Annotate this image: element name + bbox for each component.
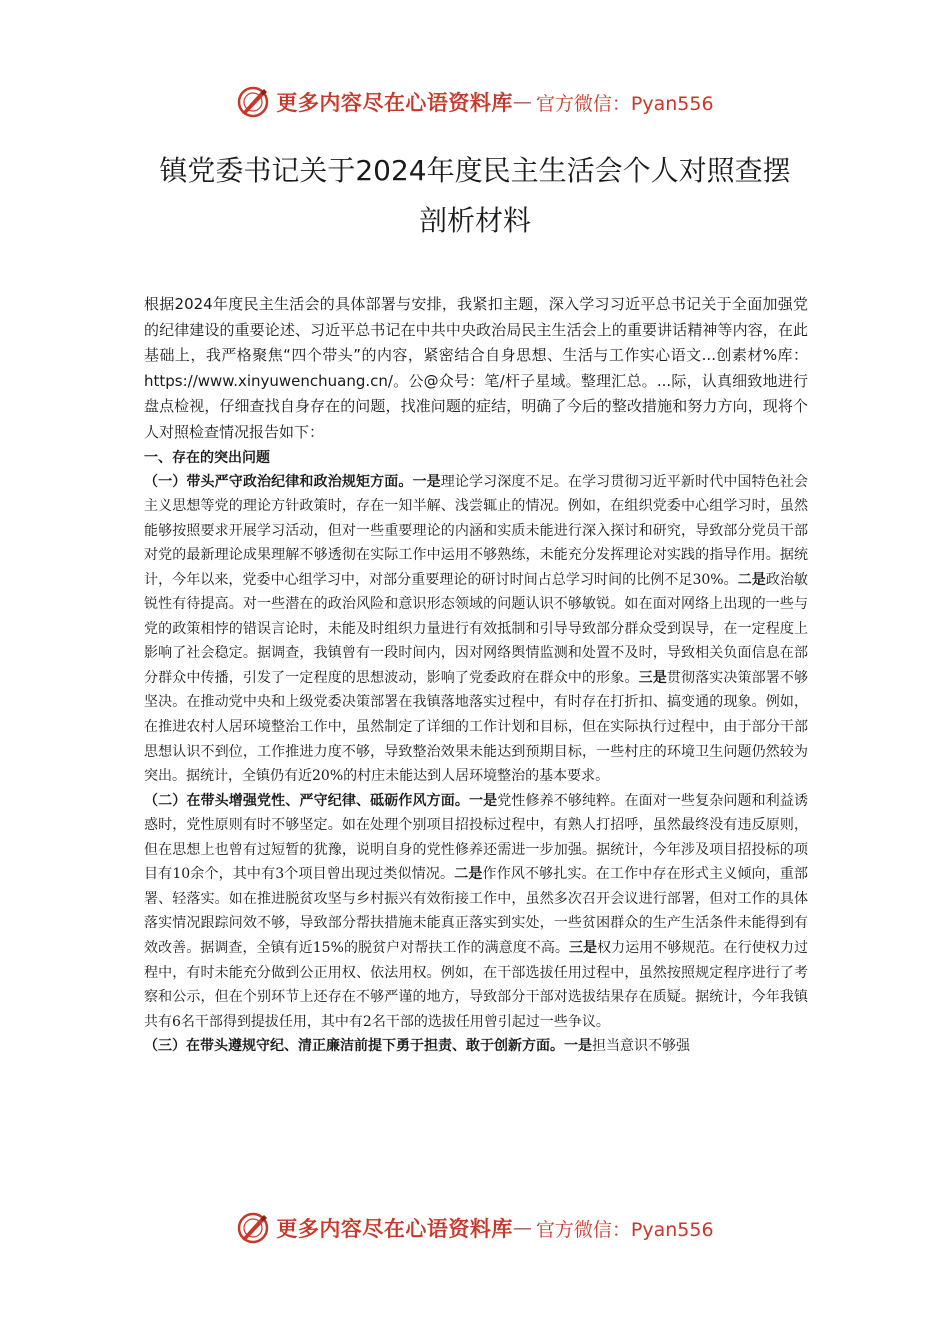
paragraph-text: 党性修养不够纯粹。在面对一些复杂问题和利益诱惑时，党性原则有时不够坚定。如在处理个别项目招投标过程中，有熟人打招呼，虽然最终没有违反原则，但在思想上也曾有过短暂的犹豫，说明自身的党性修养还需进一步加强。据统计，今年涉及项目招投标的项目有10余个，其中有3个项目曾出现过类似情况。 <box>144 792 809 883</box>
paragraph-lead: （一）带头严守政治纪律和政治规矩方面。一是 <box>144 473 441 490</box>
paragraph-text: 担当意识不够强 <box>592 1038 690 1055</box>
section-heading: 一、存在的突出问题 <box>144 449 270 466</box>
paragraph-lead: （二）在带头增强党性、严守纪律、砥砺作风方面。一是 <box>144 792 498 809</box>
point-marker: 三是 <box>638 669 667 686</box>
paragraph-text: 作作风不够扎实。在工作中存在形式主义倾向，重部署、轻落实。如在推进脱贫攻坚与乡村振兴有效衔接工作中，虽然多次召开会议进行部署，但对工作的具体落实情况跟踪问效不够，导致部分帮扶措施未能真正落实到实处，一些贫困群众的生产生活条件未能得到有效改善。据调查，全镇有近15%的脱贫户对帮扶工作的满意度不高。 <box>144 866 809 956</box>
point-marker: 二是 <box>454 866 483 883</box>
banner-text: 更多内容尽在心语资料库 <box>276 90 513 115</box>
footer-banner <box>0 1208 950 1248</box>
paragraph-text: 权力运用不够规范。在行使权力过程中，有时未能充分做到公正用权、依法用权。例如，在干部选拔任用过程中，虽然按照规定程序进行了考察和公示，但在个别环节上还存在不够严谨的地方，导致部分干部对选拔结果存在质疑。据统计，今年我镇共有6名干部得到提拔任用，其中有2名干部的选拔任用曾引起过一些争议。 <box>144 939 809 1030</box>
banner-wechat: 官方微信：Pyan556 <box>535 1218 714 1241</box>
pen-seal-logo-icon <box>236 1211 270 1245</box>
document-body <box>144 292 808 1059</box>
paragraph-responsibility <box>144 1034 808 1059</box>
document-title <box>120 146 830 246</box>
title-line-1: 镇党委书记关于2024年度民主生活会个人对照查摆 <box>159 154 791 187</box>
paragraph-text: 理论学习深度不足。在学习贯彻习近平新时代中国特色社会主义思想等党的理论方针政策时，存在一知半解、浅尝辄止的情况。例如，在组织党委中心组学习时，虽然能够按照要求开展学习活动，但对一些重要理论的内涵和实质未能进行深入探讨和研究，导致部分党员干部对党的最新理论成果理解不够透彻在实际工作中运用不够熟练，未能充分发挥理论对实践的指导作用。据统计，今年以来，党委中心组学习中，对部分重要理论的研讨时间占总学习时间的比例不足30%。 <box>144 473 809 588</box>
banner-wechat: 官方微信：Pyan556 <box>535 92 714 115</box>
paragraph-lead: （三）在带头遵规守纪、清正廉洁前提下勇于担责、敢于创新方面。一是 <box>144 1038 592 1055</box>
paragraph-text: 政治敏锐性有待提高。对一些潜在的政治风险和意识形态领域的问题认识不够敏锐。如在面对网络上出现的一些与党的政策相悖的错误言论时，未能及时组织力量进行有效抵制和引导导致部分群众受到误导，在一定程度上影响了社会稳定。据调查，我镇曾有一段时间内，因对网络舆情监测和处置不及时，导致相关负面信息在部分群众中传播，引发了一定程度的思想波动，影响了党委政府在群众中的形象。 <box>144 571 809 686</box>
header-banner <box>0 82 950 122</box>
point-marker: 三是 <box>568 939 598 956</box>
paragraph-party-spirit <box>144 789 808 1034</box>
point-marker: 二是 <box>737 571 766 588</box>
pen-seal-logo-icon <box>236 85 270 119</box>
banner-separator: — <box>512 91 532 113</box>
title-line-2: 剖析材料 <box>418 204 531 237</box>
banner-text: 更多内容尽在心语资料库 <box>276 1216 513 1241</box>
intro-paragraph: 根据2024年度民主生活会的具体部署与安排，我紧扣主题，深入学习习近平总书记关于全面加强党的纪律建设的重要论述、习近平总书记在中共中央政治局民主生活会上的重要讲话精神等内容，在此基础上，我严格聚焦“四个带头”的内容，紧密结合自身思想、生活与工作实心语文...创素材%库：https://www.xinyuwenchuang.cn/。公@众号：笔/杆子星域。整理汇总。...际，认真细致地进行盘点检视，仔细查找自身存在的问题，找准问题的症结，明确了今后的整改措施和努力方向，现将个人对照检查情况报告如下： <box>144 295 808 441</box>
banner-separator: — <box>512 1217 532 1239</box>
paragraph-text: 贯彻落实决策部署不够坚决。在推动党中央和上级党委决策部署在我镇落地落实过程中，有时存在打折扣、搞变通的现象。例如，在推进农村人居环境整治工作中，虽然制定了详细的工作计划和目标，但在实际执行过程中，由于部分干部思想认识不到位，工作推进力度不够，导致整治效果未能达到预期目标，一些村庄的环境卫生问题仍然较为突出。据统计，全镇仍有近20%的村庄未能达到人居环境整治的基本要求。 <box>144 669 809 785</box>
paragraph-political-discipline <box>144 470 808 789</box>
